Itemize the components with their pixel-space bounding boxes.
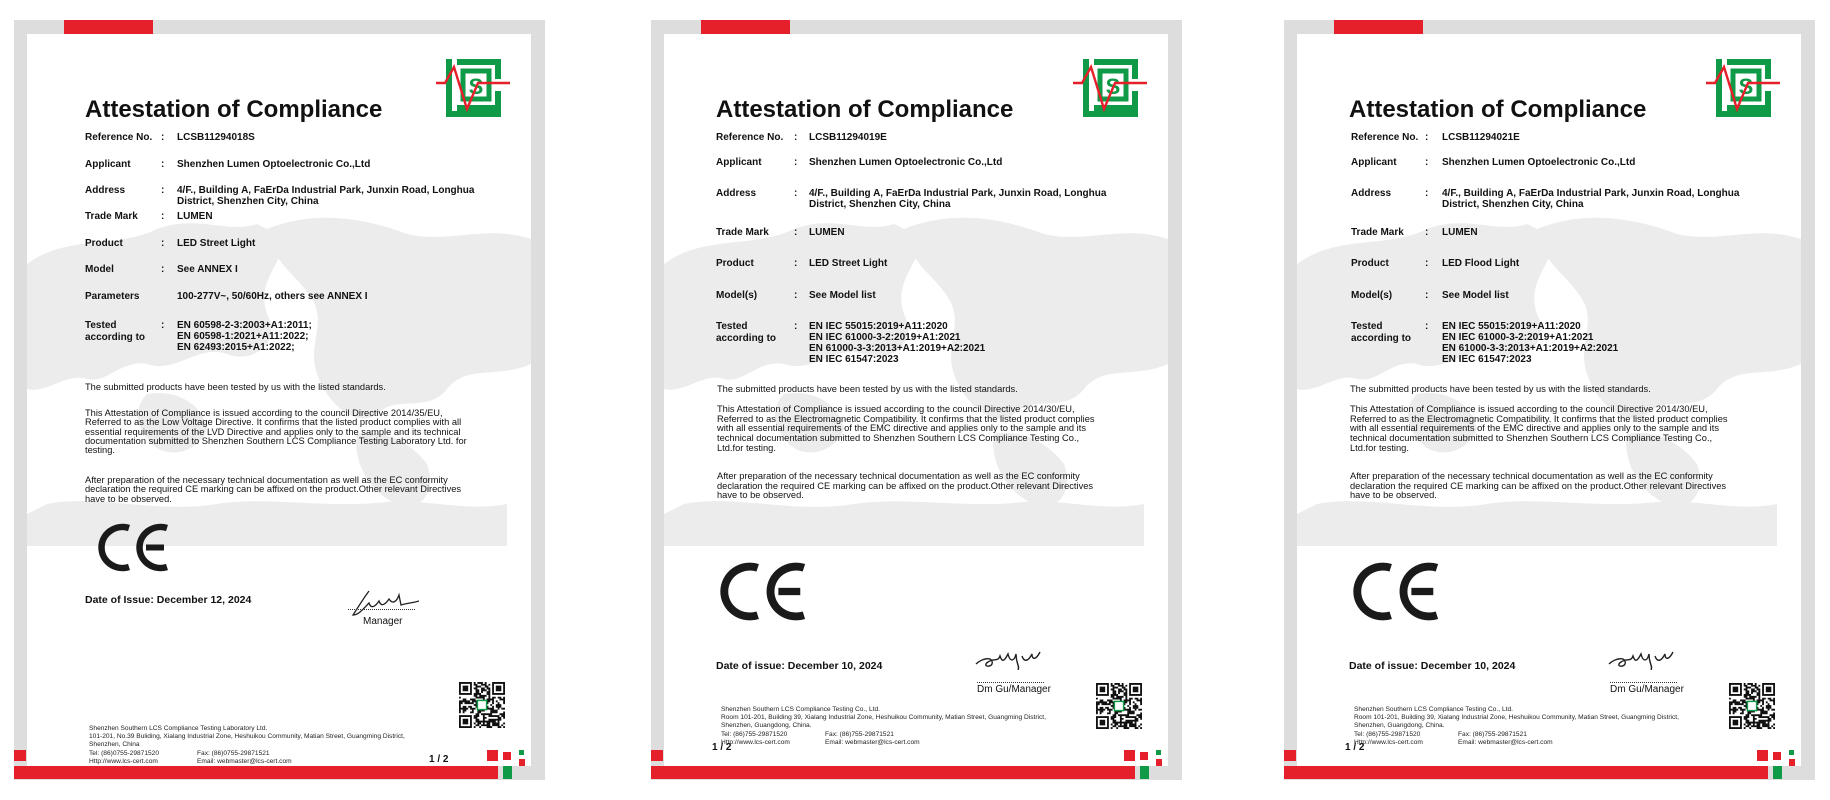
paragraph-line: with all essential requirements of the EMC directive and applies only to the sample and its bbox=[717, 423, 1086, 434]
decorative-square bbox=[1156, 759, 1162, 766]
field-value: EN IEC 55015:2019+A11:2020 bbox=[1442, 321, 1581, 332]
field-colon: : bbox=[794, 227, 798, 238]
certificate-2 bbox=[651, 20, 1182, 780]
footer-web[interactable]: Http://www.lcs-cert.com bbox=[721, 738, 790, 746]
field-value: EN 61000-3-3:2013+A1:2019+A2:2021 bbox=[809, 343, 986, 354]
page-number: 1 / 2 bbox=[1345, 742, 1365, 753]
paragraph-line: technical documentation submitted to Shenzhen Southern LCS Compliance Testing Co., bbox=[1350, 433, 1713, 444]
field-colon: : bbox=[1425, 132, 1429, 143]
field-value: LUMEN bbox=[809, 227, 845, 238]
field-label: Applicant bbox=[716, 157, 762, 168]
bottom-accent-bar bbox=[1284, 766, 1768, 779]
lcs-logo bbox=[436, 59, 510, 122]
signature bbox=[1607, 648, 1687, 675]
body-paragraph bbox=[717, 405, 1095, 453]
ce-mark bbox=[98, 523, 172, 577]
field-value: EN IEC 61000-3-2:2019+A1:2021 bbox=[1442, 332, 1594, 343]
paragraph-line: This Attestation of Compliance is issued according to the council Directive 2014/30/EU, bbox=[717, 404, 1075, 414]
decorative-square bbox=[1789, 750, 1794, 755]
certificate-1 bbox=[14, 20, 545, 780]
paragraph-line: The submitted products have been tested by us with the listed standards. bbox=[717, 384, 1018, 394]
qr-code[interactable] bbox=[459, 682, 505, 728]
field-value: Shenzhen Lumen Optoelectronic Co.,Ltd bbox=[1442, 157, 1636, 168]
footer-fax: Fax: (86)0755-29871521 bbox=[197, 749, 270, 757]
certificate-title: Attestation of Compliance bbox=[85, 96, 383, 123]
footer-contact-row bbox=[89, 758, 405, 766]
field-value: 4/F., Building A, FaErDa Industrial Park, Junxin Road, Longhua bbox=[1442, 188, 1740, 199]
field-value: LED Street Light bbox=[177, 238, 256, 249]
top-accent-bar bbox=[1334, 20, 1423, 34]
field-value: EN 62493:2015+A1:2022; bbox=[177, 342, 295, 353]
footer-contact-row bbox=[721, 739, 1046, 747]
footer-line: Room 101-201, Building 39, Xialang Industrial Zone, Heshuikou Community, Matian Street, Guangming District, bbox=[1354, 714, 1679, 722]
svg-text:S: S bbox=[468, 74, 484, 99]
field-colon: : bbox=[161, 320, 165, 331]
field-colon: : bbox=[794, 258, 798, 269]
field-label: Applicant bbox=[1351, 157, 1397, 168]
field-label: Model(s) bbox=[716, 290, 758, 301]
field-colon: : bbox=[1425, 258, 1429, 269]
field-label: Applicant bbox=[85, 159, 131, 170]
decorative-square bbox=[1156, 750, 1161, 755]
field-label: Trade Mark bbox=[1351, 227, 1404, 238]
field-label: Parameters bbox=[85, 291, 140, 302]
body-paragraph bbox=[1350, 405, 1728, 453]
ce-mark bbox=[720, 558, 810, 630]
field-value: LUMEN bbox=[1442, 227, 1478, 238]
footer-line: Shenzhen Southern LCS Compliance Testing Co., Ltd. bbox=[1354, 706, 1513, 713]
field-value: See Model list bbox=[809, 290, 876, 301]
field-value: EN 60598-1:2021+A11:2022; bbox=[177, 331, 309, 342]
field-colon: : bbox=[794, 132, 798, 143]
paragraph-line: essential requirements of the LVD Directive and applies only to the sample and its technical bbox=[85, 426, 461, 437]
certificate-title: Attestation of Compliance bbox=[1349, 96, 1647, 123]
paragraph-line: After preparation of the necessary technical documentation as well as the EC conformity bbox=[85, 475, 448, 485]
paragraph-line: declaration the required CE marking can be affixed on the product.Other relevant Directives bbox=[717, 480, 1094, 491]
body-paragraph bbox=[85, 383, 386, 392]
field-value: EN 60598-2-3:2003+A1:2011; bbox=[177, 320, 312, 331]
decorative-square bbox=[1284, 750, 1296, 761]
paragraph-line: After preparation of the necessary technical documentation as well as the EC conformity bbox=[1350, 471, 1713, 481]
paragraph-line: testing. bbox=[85, 445, 115, 456]
footer-line: Shenzhen, China bbox=[89, 741, 140, 749]
paragraph-line: Referred to as the Electromagnetic Compatibility. It confirms that the listed product complies bbox=[1350, 413, 1728, 424]
paragraph-line: Referred to as the Electromagnetic Compatibility. It confirms that the listed product complies bbox=[717, 413, 1095, 424]
decorative-square bbox=[503, 752, 511, 760]
signature-line bbox=[348, 609, 415, 610]
field-label: Address bbox=[85, 185, 126, 196]
field-colon: : bbox=[161, 211, 165, 222]
footer-email[interactable]: Email: webmaster@lcs-cert.com bbox=[1458, 738, 1553, 746]
field-label: Tested according to bbox=[85, 320, 146, 343]
footer-email[interactable]: Email: webmaster@lcs-cert.com bbox=[825, 738, 920, 746]
paragraph-line: Referred to as the Low Voltage Directive. It confirms that the listed product complies with all bbox=[85, 417, 462, 428]
field-value: District, Shenzhen City, China bbox=[1442, 199, 1584, 210]
lab-contact-footer bbox=[89, 725, 405, 766]
footer-line: Shenzhen, Guangdong, China. bbox=[1354, 722, 1445, 730]
paragraph-line: technical documentation submitted to Shenzhen Southern LCS Compliance Testing Co., bbox=[717, 433, 1080, 444]
body-paragraph bbox=[85, 409, 467, 455]
footer-fax: Fax: (86)755-29871521 bbox=[1458, 730, 1527, 738]
lab-contact-footer bbox=[1354, 706, 1679, 747]
field-colon: : bbox=[161, 238, 165, 249]
decorative-square bbox=[1757, 750, 1768, 761]
paragraph-line: with all essential requirements of the EMC directive and applies only to the sample and its bbox=[1350, 423, 1719, 434]
signature-line bbox=[1610, 682, 1677, 683]
field-colon: : bbox=[161, 185, 165, 196]
field-label: Reference No. bbox=[85, 132, 153, 143]
paragraph-line: have to be observed. bbox=[85, 493, 172, 504]
certificate-page bbox=[664, 34, 1168, 766]
field-value: 100-277V~, 50/60Hz, others see ANNEX I bbox=[177, 291, 368, 302]
field-value: 4/F., Building A, FaErDa Industrial Park, Junxin Road, Longhua bbox=[809, 188, 1107, 199]
field-colon: : bbox=[794, 290, 798, 301]
decorative-square bbox=[519, 759, 525, 766]
signatory-title: Manager bbox=[363, 616, 403, 627]
footer-contact-row bbox=[1354, 739, 1679, 747]
top-accent-bar bbox=[64, 20, 153, 34]
field-value: Shenzhen Lumen Optoelectronic Co.,Ltd bbox=[177, 159, 371, 170]
paragraph-line: The submitted products have been tested by us with the listed standards. bbox=[85, 382, 386, 392]
footer-contact-row bbox=[89, 750, 405, 758]
footer-tel: Tel: (86)755-29871520 bbox=[721, 730, 788, 738]
field-colon: : bbox=[161, 264, 165, 275]
field-label: Tested according to bbox=[716, 321, 777, 344]
date-of-issue: Date of issue: December 10, 2024 bbox=[1349, 660, 1516, 672]
date-of-issue: Date of issue: December 10, 2024 bbox=[716, 660, 883, 672]
field-colon: : bbox=[161, 132, 165, 143]
field-value: LED Street Light bbox=[809, 258, 888, 269]
field-value: EN 61000-3-3:2013+A1:2019+A2:2021 bbox=[1442, 343, 1619, 354]
paragraph-line: have to be observed. bbox=[717, 490, 804, 501]
field-value: LCSB11294018S bbox=[177, 132, 255, 143]
decorative-square bbox=[1124, 750, 1135, 761]
field-label: Model(s) bbox=[1351, 290, 1393, 301]
certificate-page bbox=[27, 34, 531, 766]
footer-contact-row bbox=[1354, 731, 1679, 739]
field-label: Trade Mark bbox=[85, 211, 138, 222]
field-label: Trade Mark bbox=[716, 227, 769, 238]
paragraph-line: Ltd.for testing. bbox=[717, 442, 776, 453]
paragraph-line: Ltd.for testing. bbox=[1350, 442, 1409, 453]
field-value: District, Shenzhen City, China bbox=[809, 199, 951, 210]
field-value: 4/F., Building A, FaErDa Industrial Park, Junxin Road, Longhua bbox=[177, 185, 475, 196]
field-value: EN IEC 61547:2023 bbox=[1442, 354, 1532, 365]
lcs-logo bbox=[1073, 59, 1147, 122]
field-value: EN IEC 61000-3-2:2019+A1:2021 bbox=[809, 332, 961, 343]
field-label: Tested according to bbox=[1351, 321, 1412, 344]
decorative-square bbox=[1140, 752, 1148, 760]
field-value: EN IEC 55015:2019+A11:2020 bbox=[809, 321, 948, 332]
field-value: LCSB11294021E bbox=[1442, 132, 1520, 143]
qr-code[interactable] bbox=[1729, 683, 1775, 729]
paragraph-line: This Attestation of Compliance is issued according to the council Directive 2014/35/EU, bbox=[85, 408, 443, 418]
qr-code[interactable] bbox=[1096, 683, 1142, 729]
field-colon: : bbox=[1425, 290, 1429, 301]
paragraph-line: declaration the required CE marking can be affixed on the product.Other relevant Directives bbox=[1350, 480, 1727, 491]
field-colon: : bbox=[1425, 321, 1429, 332]
field-label: Address bbox=[1351, 188, 1392, 199]
field-label: Reference No. bbox=[1351, 132, 1419, 143]
top-accent-bar bbox=[701, 20, 790, 34]
decorative-square bbox=[1773, 752, 1781, 760]
paragraph-line: The submitted products have been tested by us with the listed standards. bbox=[1350, 384, 1651, 394]
field-colon: : bbox=[1425, 227, 1429, 238]
field-label: Model bbox=[85, 264, 114, 275]
signature-line bbox=[977, 682, 1044, 683]
field-colon: : bbox=[161, 159, 165, 170]
field-value: LED Flood Light bbox=[1442, 258, 1520, 269]
svg-text:S: S bbox=[1105, 74, 1121, 99]
lcs-logo bbox=[1706, 59, 1780, 122]
field-label: Reference No. bbox=[716, 132, 784, 143]
field-value: LUMEN bbox=[177, 211, 213, 222]
world-map-watermark bbox=[1297, 34, 1801, 766]
field-label: Address bbox=[716, 188, 757, 199]
field-value: LCSB11294019E bbox=[809, 132, 887, 143]
decorative-square bbox=[14, 750, 26, 761]
world-map-watermark bbox=[664, 34, 1168, 766]
footer-fax: Fax: (86)755-29871521 bbox=[825, 730, 894, 738]
body-paragraph bbox=[1350, 472, 1726, 501]
decorative-square bbox=[1773, 766, 1782, 779]
paragraph-line: documentation submitted to Shenzhen Southern LCS Compliance Testing Laboratory Ltd. for bbox=[85, 435, 467, 446]
footer-tel: Tel: (86)0755-29871520 bbox=[89, 749, 160, 757]
decorative-square bbox=[487, 750, 498, 761]
field-colon: : bbox=[794, 321, 798, 332]
lab-contact-footer bbox=[721, 706, 1046, 747]
field-label: Product bbox=[716, 258, 754, 269]
paragraph-line: declaration the required CE marking can be affixed on the product.Other relevant Directives bbox=[85, 484, 462, 495]
footer-line: 101-201, No.39 Buliding, Xialang Industrial Zone, Heshuikou Community, Matian Street, Guangming District, bbox=[89, 733, 405, 741]
signatory-title: Dm Gu/Manager bbox=[977, 684, 1051, 695]
decorative-square bbox=[651, 750, 663, 761]
date-of-issue: Date of Issue: December 12, 2024 bbox=[85, 594, 252, 606]
field-value: EN IEC 61547:2023 bbox=[809, 354, 899, 365]
bottom-accent-bar bbox=[14, 766, 498, 779]
field-colon: : bbox=[794, 157, 798, 168]
paragraph-line: After preparation of the necessary technical documentation as well as the EC conformity bbox=[717, 471, 1080, 481]
certificate-3 bbox=[1284, 20, 1815, 780]
footer-line: Shenzhen, Guangdong, China. bbox=[721, 722, 812, 730]
field-value: See Model list bbox=[1442, 290, 1509, 301]
decorative-square bbox=[1789, 759, 1795, 766]
footer-web[interactable]: Http://www.lcs-cert.com bbox=[89, 757, 158, 765]
footer-line: Shenzhen Southern LCS Compliance Testing Co., Ltd. bbox=[721, 706, 880, 713]
field-value: Shenzhen Lumen Optoelectronic Co.,Ltd bbox=[809, 157, 1003, 168]
body-paragraph bbox=[717, 472, 1093, 501]
footer-email[interactable]: Email: webmaster@lcs-cert.com bbox=[197, 757, 292, 765]
paragraph-line: have to be observed. bbox=[1350, 490, 1437, 501]
ce-mark bbox=[1353, 558, 1443, 630]
body-paragraph bbox=[1350, 385, 1651, 395]
decorative-square bbox=[1140, 766, 1149, 779]
field-label: Product bbox=[85, 238, 123, 249]
world-map-watermark bbox=[27, 34, 531, 766]
footer-web[interactable]: Http://www.lcs-cert.com bbox=[1354, 738, 1423, 746]
bottom-accent-bar bbox=[651, 766, 1135, 779]
field-colon: : bbox=[794, 188, 798, 199]
field-value: District, Shenzhen City, China bbox=[177, 196, 319, 207]
certificate-title: Attestation of Compliance bbox=[716, 96, 1014, 123]
body-paragraph bbox=[85, 476, 461, 504]
footer-line: Shenzhen Southern LCS Compliance Testing Laboratory Ltd. bbox=[89, 725, 268, 732]
decorative-square bbox=[503, 766, 512, 779]
field-value: See ANNEX I bbox=[177, 264, 238, 275]
certificate-page bbox=[1297, 34, 1801, 766]
body-paragraph bbox=[717, 385, 1018, 395]
svg-text:S: S bbox=[1738, 74, 1754, 99]
field-colon: : bbox=[1425, 157, 1429, 168]
page-number: 1 / 2 bbox=[712, 742, 732, 753]
page-number: 1 / 2 bbox=[429, 754, 449, 765]
footer-tel: Tel: (86)755-29871520 bbox=[1354, 730, 1421, 738]
signatory-title: Dm Gu/Manager bbox=[1610, 684, 1684, 695]
signature bbox=[974, 648, 1054, 675]
footer-line: Room 101-201, Building 39, Xialang Industrial Zone, Heshuikou Community, Matian Street, Guangming District, bbox=[721, 714, 1046, 722]
field-colon: : bbox=[1425, 188, 1429, 199]
footer-contact-row bbox=[721, 731, 1046, 739]
decorative-square bbox=[519, 750, 524, 755]
field-label: Product bbox=[1351, 258, 1389, 269]
paragraph-line: This Attestation of Compliance is issued according to the council Directive 2014/30/EU, bbox=[1350, 404, 1708, 414]
